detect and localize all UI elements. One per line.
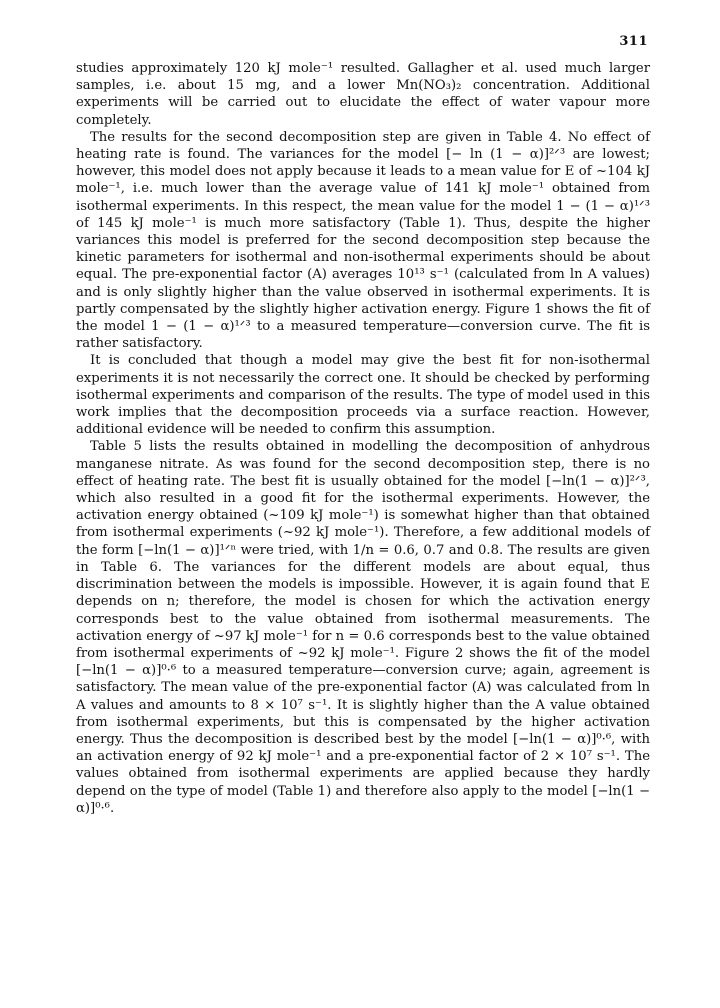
paragraph-conclusion: It is concluded that though a model may give the best fit for non-isothermal experiments it is not necessarily the correct one. It should be checked by performing isothermal experiments and comparison of the results. The type of model used in this work implies that the decomposition proceeds via a surface reaction. However, additional evidence will be needed to confirm this assumption. bbox=[76, 353, 650, 438]
paragraph-second-decomposition: The results for the second decomposition step are given in Table 4. No effect of heating rate is found. The variances for the model [− ln (1 − α)]²ᐟ³ are lowest; however, this model does not apply because it leads to a mean value for E of ~104 kJ mole⁻¹, i.e. much lower than the average value of 141 kJ mole⁻¹ obtained from isothermal experiments. In this respect, the mean value for the model 1 − (1 − α)¹ᐟ³ of 145 kJ mole⁻¹ is much more satisfactory (Table 1). Thus, despite the higher variances this model is preferred for the second decomposition step because the kinetic parameters for isothermal and non-isothermal experiments should be about equal. The pre-exponential factor (A) averages 10¹³ s⁻¹ (calculated from ln A values) and is only slightly higher than the value observed in isothermal experiments. It is partly compensated by the slightly higher activation energy. Figure 1 shows the fit of the model 1 − (1 − α)¹ᐟ³ to a measured temperature—conversion curve. The fit is rather satisfactory. bbox=[76, 129, 650, 352]
body-text bbox=[76, 60, 650, 817]
paragraph-anhydrous-nitrate: Table 5 lists the results obtained in modelling the decomposition of anhydrous manganese nitrate. As was found for the second decomposition step, there is no effect of heating rate. The best fit is usually obtained for the model [−ln(1 − α)]²ᐟ³, which also resulted in a good fit for the isothermal experiments. However, the activation energy obtained (~109 kJ mole⁻¹) is somewhat higher than that obtained from isothermal experiments (~92 kJ mole⁻¹). Therefore, a few additional models of the form [−ln(1 − α)]¹ᐟⁿ were tried, with 1/n = 0.6, 0.7 and 0.8. The results are given in Table 6. The variances for the different models are about equal, thus discrimination between the models is impossible. However, it is again found that E depends on n; therefore, the model is chosen for which the activation energy corresponds best to the value obtained from isothermal measurements. The activation energy of ~97 kJ mole⁻¹ for n = 0.6 corresponds best to the value obtained from isothermal experiments of ~92 kJ mole⁻¹. Figure 2 shows the fit of the model [−ln(1 − α)]⁰·⁶ to a measured temperature—conversion curve; again, agreement is satisfactory. The mean value of the pre-exponential factor (A) was calculated from ln A values and amounts to 8 × 10⁷ s⁻¹. It is slightly higher than the A value obtained from isothermal experiments, but this is compensated by the higher activation energy. Thus the decomposition is described best by the model [−ln(1 − α)]⁰·⁶, with an activation energy of 92 kJ mole⁻¹ and a pre-exponential factor of 2 × 10⁷ s⁻¹. The values obtained from isothermal experiments are applied because they hardly depend on the type of model (Table 1) and therefore also apply to the model [−ln(1 − α)]⁰·⁶. bbox=[76, 439, 650, 816]
page-number: 311 bbox=[619, 34, 648, 49]
paragraph-continuation: studies approximately 120 kJ mole⁻¹ resulted. Gallagher et al. used much larger samples, i.e. about 15 mg, and a lower Mn(NO₃)₂ concentration. Additional experiments will be carried out to elucidate the effect of water vapour more completely. bbox=[76, 61, 650, 128]
